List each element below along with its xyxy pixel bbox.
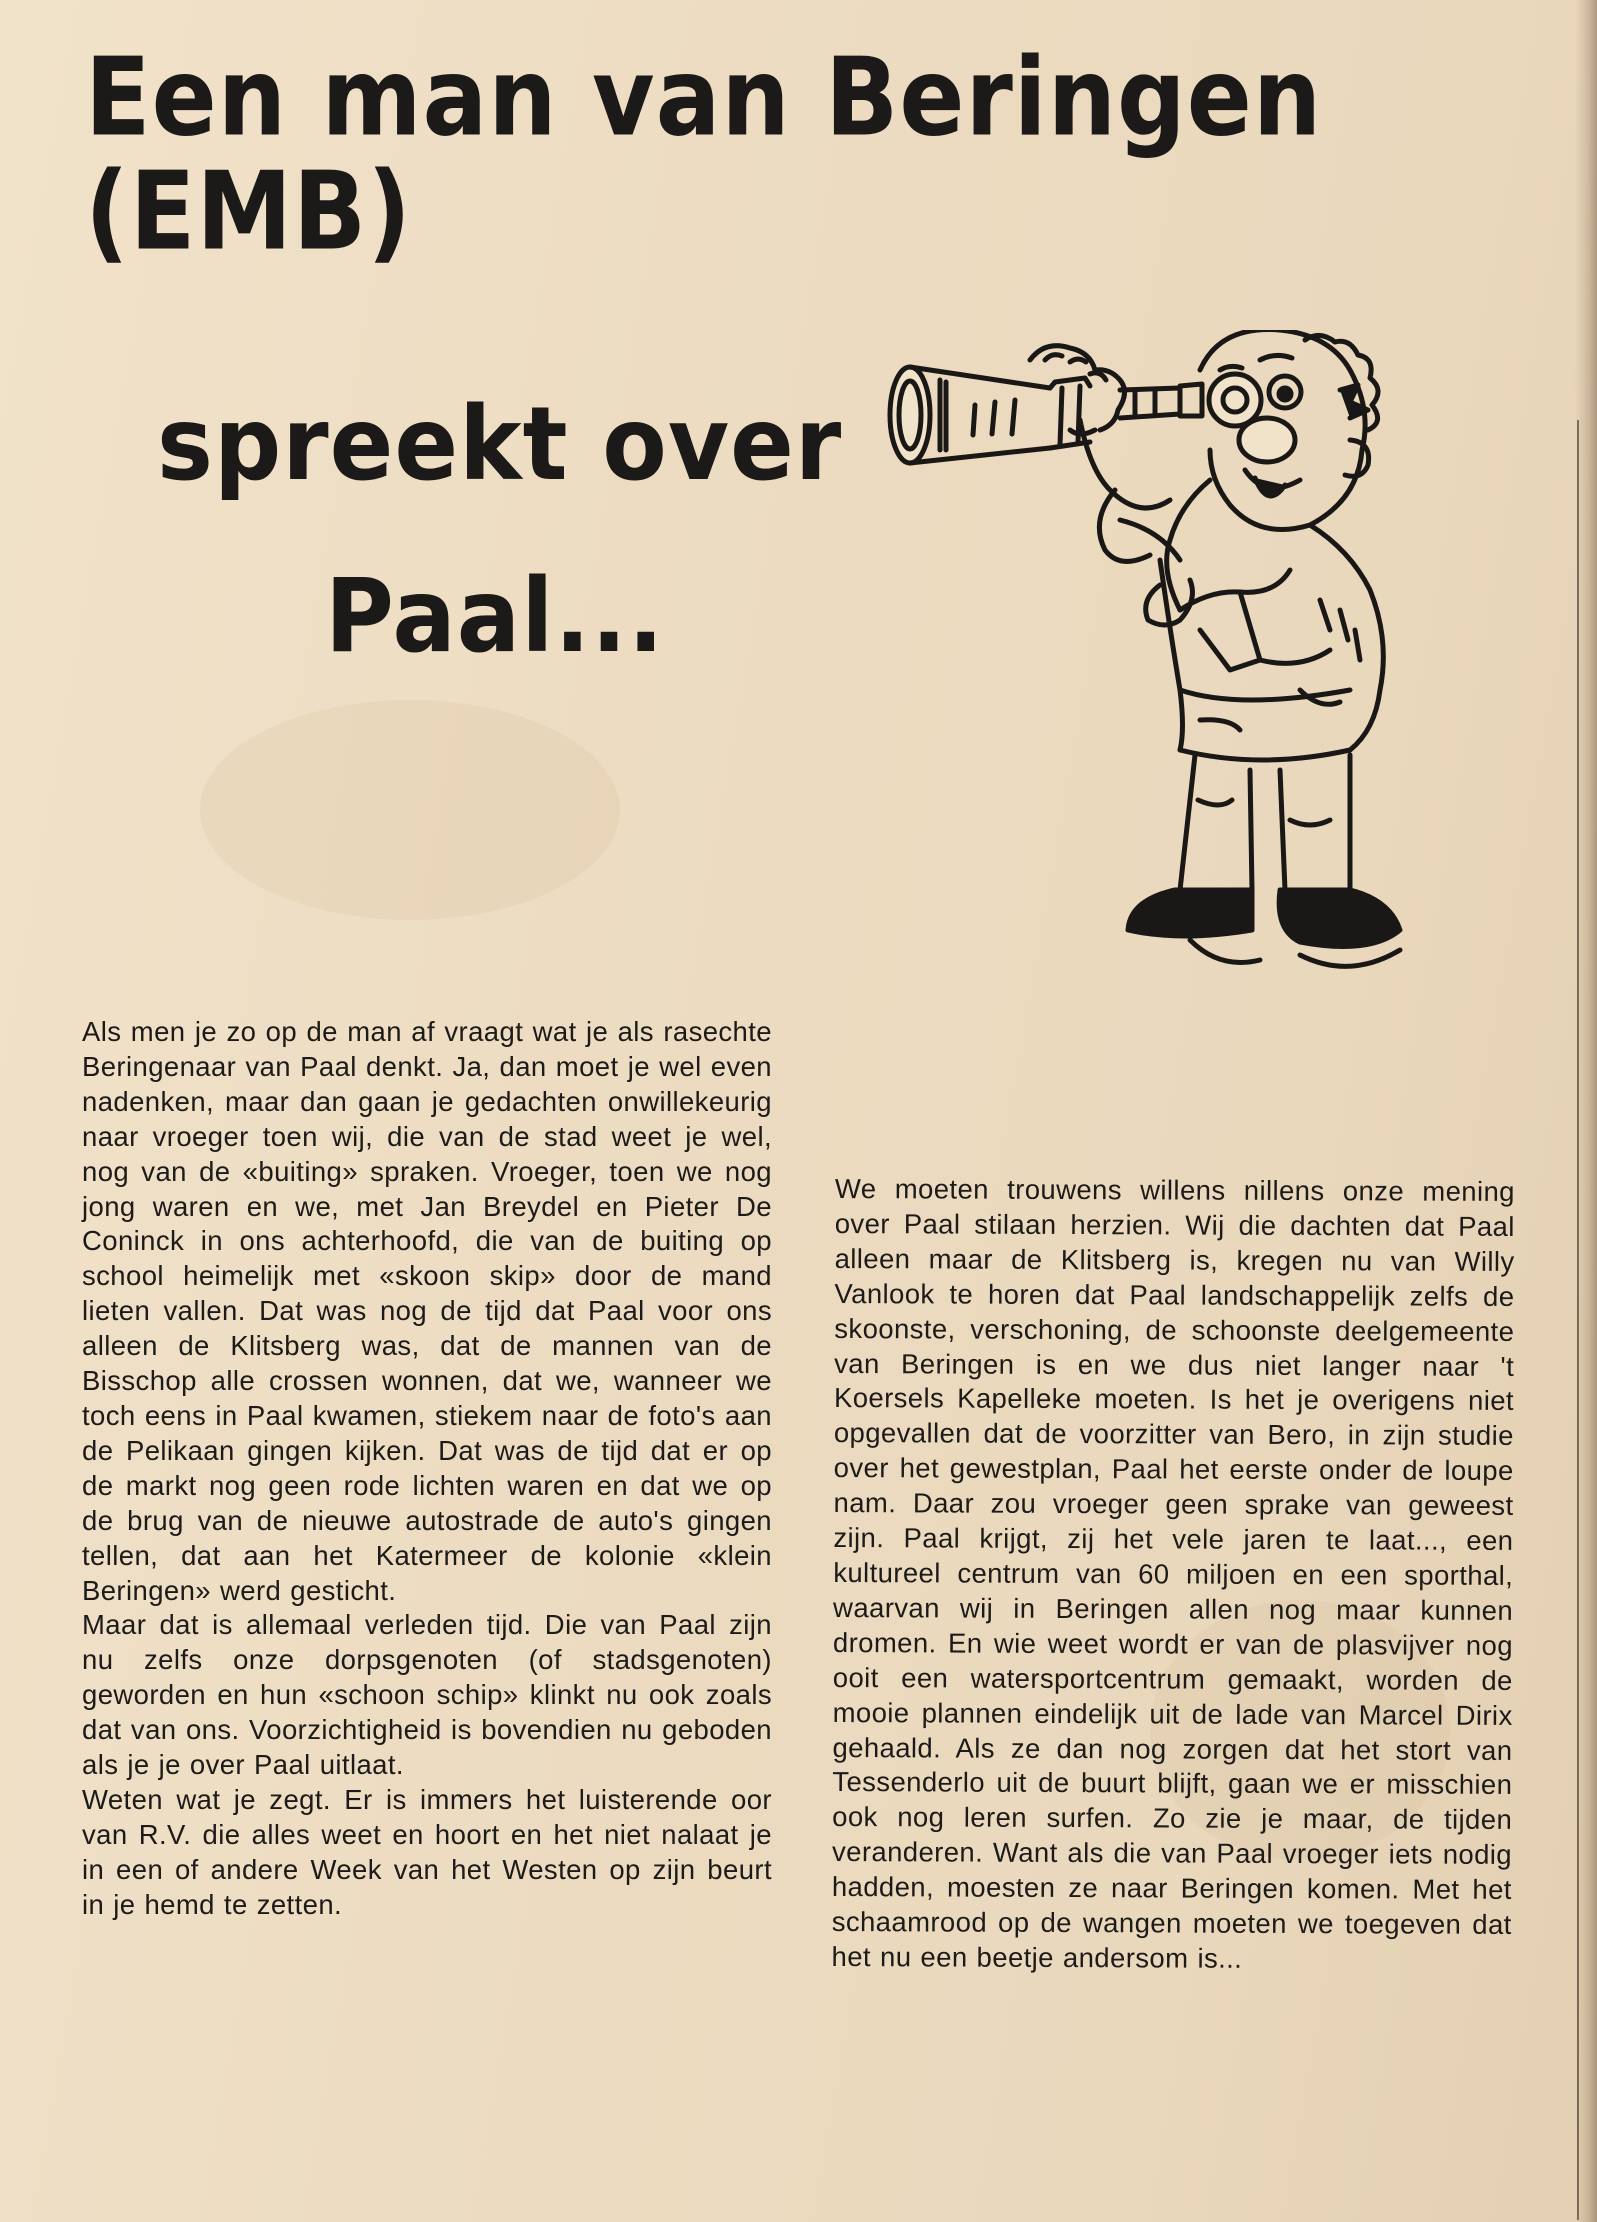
headline-line-3: spreekt over (157, 386, 843, 504)
article-left-column (82, 1015, 772, 1923)
headline-line-2: (EMB) (85, 148, 413, 275)
headline-line-4: Paal... (325, 558, 665, 676)
page-edge-line (1577, 420, 1579, 2220)
article-paragraph: We moeten trouwens willens nillens onze mening over Paal stilaan herzien. Wij die dachten dat Paal alleen maar de Klitsberg is, kregen nu van Willy Vanlook te horen dat Paal landschappelijk zelfs de skoonste, verschoning, de schoonste deelgemeente van Beringen is en we dus niet langer naar 't Koersels Kapelleke moeten. Is het je overigens niet opgevallen dat de voorzitter van Bero, in zijn studie over het gewestplan, Paal het eerste onder de loupe nam. Daar zou vroeger geen sprake van geweest zijn. Paal krijgt, zij het vele jaren te laat..., een kultureel centrum van 60 miljoen en een sporthal, waarvan wij in Beringen allen nog maar kunnen dromen. En wie weet wordt er van de plasvijver nog ooit een watersportcentrum gemaakt, worden de mooie plannen eindelijk uit de lade van Marcel Dirix gehaald. Als ze dan nog zorgen dat het stort van Tessenderlo uit de buurt blijft, gaan we er misschien ook nog leren surfen. Zo zie je maar, de tijden veranderen. Want als die van Paal vroeger iets nodig hadden, moesten ze naar Beringen komen. Met het schaamrood op de wangen moeten we toegeven dat het nu een beetje andersom is... (831, 1173, 1515, 1974)
paper-stain (200, 700, 620, 920)
article-paragraph: Als men je zo op de man af vraagt wat je als rasechte Beringenaar van Paal denkt. Ja, dan moet je wel even nadenken, maar dan gaan je gedachten onwillekeurig naar vroeger toen wij, die van de stad weet je wel, nog van de «buiting» spraken. Vroeger, toen we nog jong waren en we, met Jan Breydel en Pieter De Coninck in ons achterhoofd, die van de buiting op school heimelijk met «skoon skip» door de mand lieten vallen. Dat was nog de tijd dat Paal voor ons alleen de Klitsberg was, dat de mannen van de Bisschop alle crossen wonnen, dat we, wanneer we toch eens in Paal kwamen, stiekem naar de foto's aan de Pelikaan gingen kijken. Dat was de tijd dat er op de markt nog geen rode lichten waren en dat we op de brug van de nieuwe autostrade de auto's gingen tellen, dat aan het Katermeer de kolonie «klein Beringen» werd gesticht. (82, 1016, 772, 1606)
article-right-column (831, 1172, 1514, 1978)
headline-line-1: Een man van Beringen (85, 34, 1323, 161)
article-paragraph: Maar dat is allemaal verleden tijd. Die van Paal zijn nu zelfs onze dorpsgenoten (of stadsgenoten) geworden en hun «schoon schip» klinkt nu ook zoals dat van ons. Voorzichtigheid is bovendien nu geboden als je je over Paal uitlaat. (82, 1609, 772, 1781)
cartoon-man-with-telescope-icon (880, 330, 1440, 990)
article-paragraph: Weten wat je zegt. Er is immers het luisterende oor van R.V. die alles weet en hoort en het niet nalaat je in een of andere Week van het Westen op zijn beurt in je hemd te zetten. (82, 1783, 772, 1920)
